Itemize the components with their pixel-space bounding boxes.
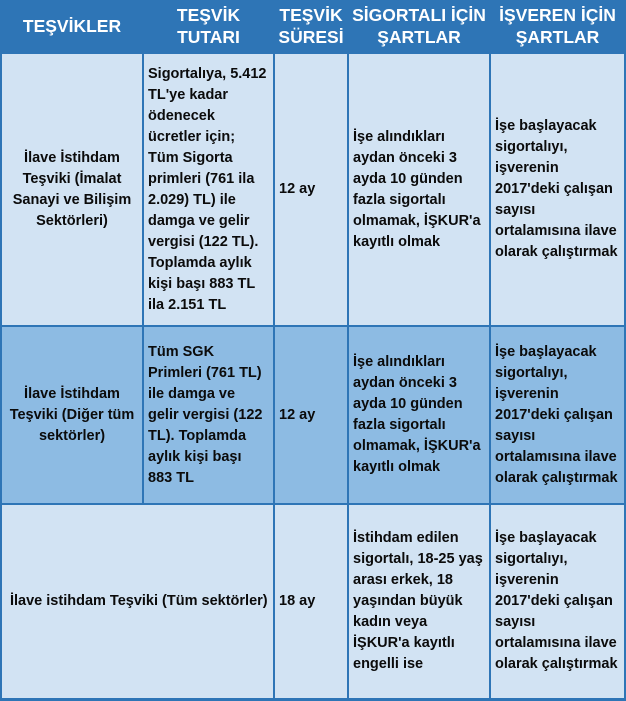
employer-conditions: İşe başlayacak sigortalıyı, işverenin 2017'deki çalışan sayısı ortalamısına ilave olarak çalıştırmak — [490, 504, 625, 699]
table-row — [1, 53, 625, 326]
header-amount: TEŞVİK TUTARI — [143, 0, 274, 53]
incentive-duration: 12 ay — [274, 53, 348, 326]
header-insured-conditions: SİGORTALI İÇİN ŞARTLAR — [348, 0, 490, 53]
header-row — [1, 0, 625, 53]
insured-conditions: İşe alındıkları aydan önceki 3 ayda 10 günden fazla sigortalı olmamak, İŞKUR'a kayıtlı olmak — [348, 53, 490, 326]
employer-conditions: İşe başlayacak sigortalıyı, işverenin 2017'deki çalışan sayısı ortalamısına ilave olarak çalıştırmak — [490, 53, 625, 326]
insured-conditions: İşe alındıkları aydan önceki 3 ayda 10 günden fazla sigortalı olmamak, İŞKUR'a kayıtlı olmak — [348, 326, 490, 504]
incentive-duration: 18 ay — [274, 504, 348, 699]
employer-conditions: İşe başlayacak sigortalıyı, işverenin 2017'deki çalışan sayısı ortalamısına ilave olarak çalıştırmak — [490, 326, 625, 504]
incentive-name: İlave İstihdam Teşviki (Diğer tüm sektörler) — [1, 326, 143, 504]
table-row — [1, 326, 625, 504]
incentive-duration: 12 ay — [274, 326, 348, 504]
table-row — [1, 504, 625, 699]
header-incentives: TEŞVİKLER — [1, 0, 143, 53]
insured-conditions: İstihdam edilen sigortalı, 18-25 yaş arası erkek, 18 yaşından büyük kadın veya İŞKUR'a kayıtlı engelli ise — [348, 504, 490, 699]
incentive-amount: Tüm SGK Primleri (761 TL) ile damga ve gelir vergisi (122 TL). Toplamda aylık kişi başı 883 TL — [143, 326, 274, 504]
incentive-name: İlave istihdam Teşviki (Tüm sektörler) — [1, 504, 274, 699]
header-duration: TEŞVİK SÜRESİ — [274, 0, 348, 53]
incentive-name: İlave İstihdam Teşviki (İmalat Sanayi ve Bilişim Sektörleri) — [1, 53, 143, 326]
header-employer-conditions: İŞVEREN İÇİN ŞARTLAR — [490, 0, 625, 53]
incentive-amount: Sigortalıya, 5.412 TL'ye kadar ödenecek ücretler için; Tüm Sigorta primleri (761 ila 2.029) TL) ile damga ve gelir vergisi (122 TL). Toplamda aylık kişi başı 883 TL ila 2.151 TL — [143, 53, 274, 326]
